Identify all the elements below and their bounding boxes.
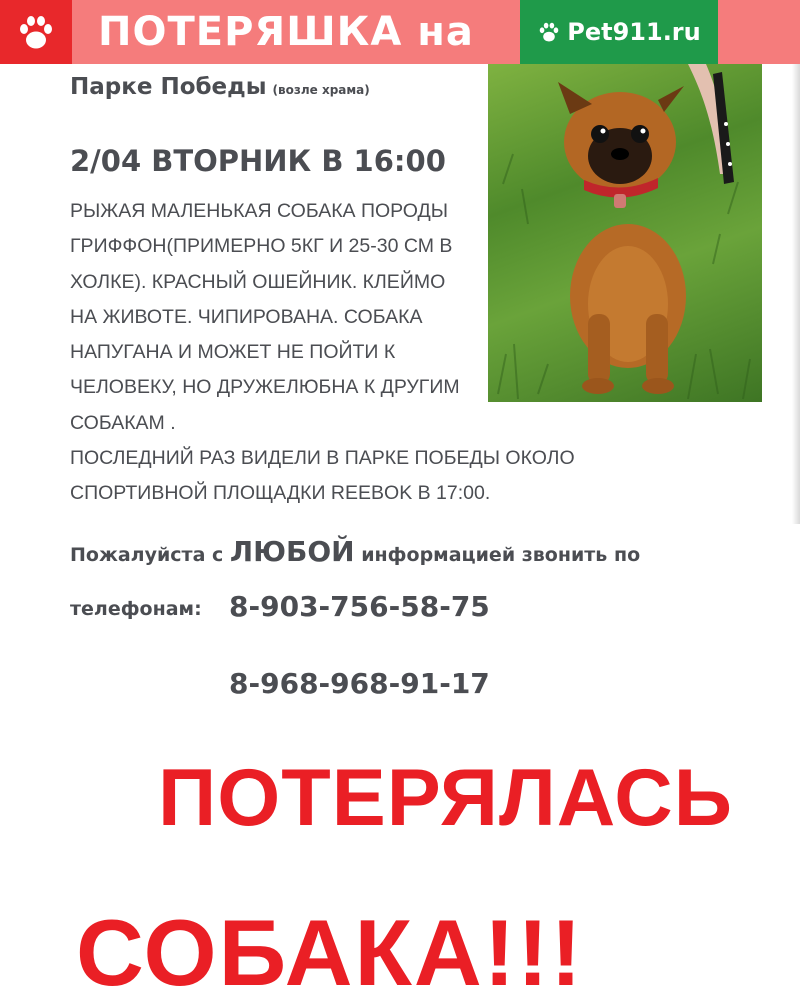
headline-dog: СОБАКА!!! xyxy=(76,900,584,1005)
description-line: РЫЖАЯ МАЛЕНЬКАЯ СОБАКА ПОРОДЫ xyxy=(70,200,448,222)
paw-icon xyxy=(16,13,56,51)
logo[interactable] xyxy=(0,0,72,64)
description-line: ЧЕЛОВЕКУ, НО ДРУЖЕЛЮБНА К ДРУГИМ xyxy=(70,376,460,399)
phone-number-2[interactable]: 8-968-968-91-17 xyxy=(229,667,490,700)
contact-suffix: информацией звонить по xyxy=(361,544,641,566)
header-title: ПОТЕРЯШКА на xyxy=(98,9,474,55)
location-text: Парке Победы xyxy=(70,74,267,100)
location-line xyxy=(70,74,370,100)
contact-request xyxy=(70,535,640,568)
description-line: НАПУГАНА И МОЖЕТ НЕ ПОЙТИ К xyxy=(70,341,396,364)
contact-prefix: Пожалуйста с xyxy=(70,544,224,566)
contact-emphasis: ЛЮБОЙ xyxy=(229,535,355,568)
dog-illustration xyxy=(488,64,762,402)
scroll-shadow xyxy=(792,64,800,524)
paw-icon xyxy=(537,21,561,43)
location-note: (возле храма) xyxy=(272,83,370,97)
description-line: СПОРТИВНОЙ ПЛОЩАДКИ REEBOK В 17:00. xyxy=(70,482,491,505)
dog-photo xyxy=(488,64,762,402)
phone-number-1[interactable]: 8-903-756-58-75 xyxy=(229,590,490,623)
description-line: ГРИФФОН(ПРИМЕРНО 5КГ И 25-30 СМ В xyxy=(70,235,453,258)
site-name: Pet911.ru xyxy=(567,18,701,46)
header-bar xyxy=(0,0,800,64)
lost-datetime: 2/04 ВТОРНИК В 16:00 xyxy=(70,144,446,178)
description-line: НА ЖИВОТЕ. ЧИПИРОВАНА. СОБАКА xyxy=(70,305,423,328)
description-line: ПОСЛЕДНИЙ РАЗ ВИДЕЛИ В ПАРКЕ ПОБЕДЫ ОКОЛО xyxy=(70,447,575,470)
site-link[interactable] xyxy=(520,0,718,64)
phones-label: телефонам: xyxy=(70,598,202,620)
headline-lost: ПОТЕРЯЛАСЬ xyxy=(158,753,733,843)
description-line: ХОЛКЕ). КРАСНЫЙ ОШЕЙНИК. КЛЕЙМО xyxy=(70,270,446,293)
description-line: СОБАКАМ . xyxy=(70,411,176,434)
